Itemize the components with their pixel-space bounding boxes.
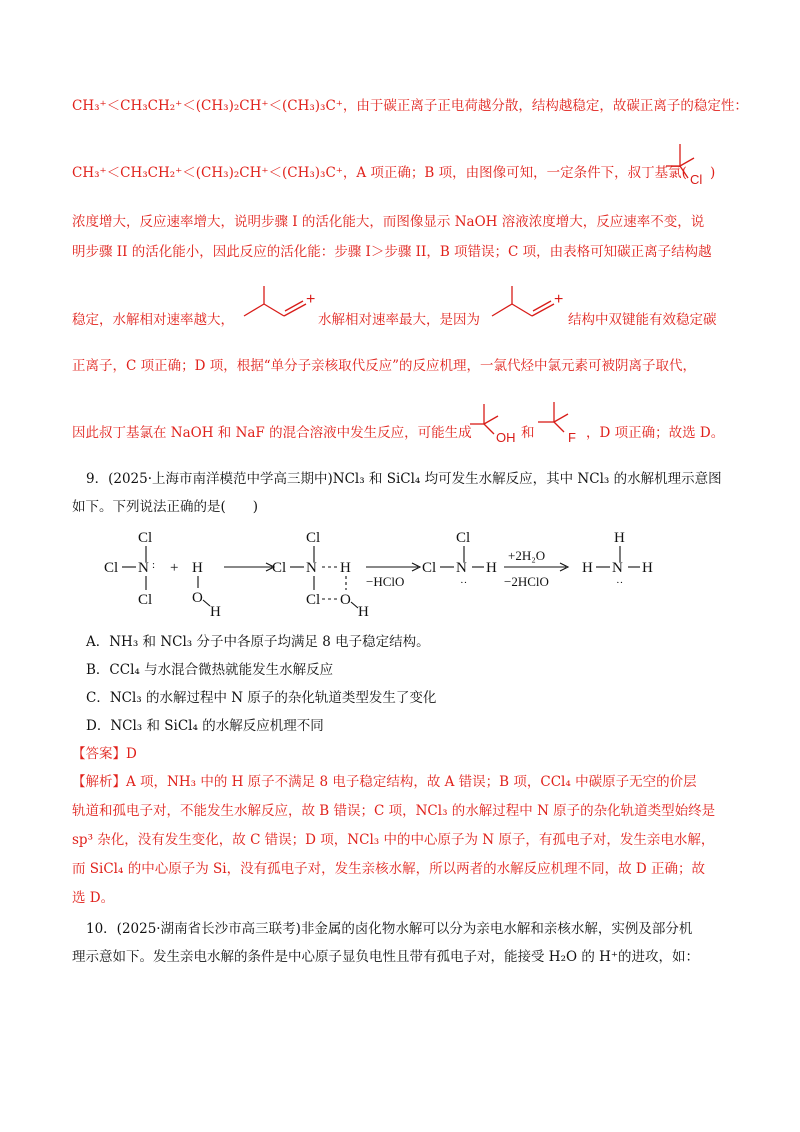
oh-label: OH <box>496 430 516 445</box>
scheme-ts-cl-left: Cl <box>272 560 287 576</box>
analysis-line-2-close: ) <box>710 165 716 181</box>
analysis-line-2-text: CH₃⁺＜CH₃CH₂⁺＜(CH₃)₂CH⁺＜(CH₃)₃C⁺，A 项正确；B 项，由图像可知，一定条件下，叔丁基氯( <box>72 165 687 181</box>
analysis-line-1: CH₃⁺＜CH₃CH₂⁺＜(CH₃)₂CH⁺＜(CH₃)₃C⁺，由于碳正离子正电荷越分散，结构越稳定，故碳正离子的稳定性： <box>72 98 748 114</box>
option-d: D．NCl₃ 和 SiCl₄ 的水解反应机理不同 <box>86 718 324 734</box>
scheme-n: N <box>138 560 149 576</box>
scheme-cl-bottom: Cl <box>138 592 153 608</box>
analysis-line-3: 浓度增大，反应速率增大，说明步骤 I 的活化能大，而图像显示 NaOH 溶液浓度增大，反应速率不变，说 <box>72 214 705 230</box>
tert-butyl-chloride-structure <box>664 142 714 188</box>
arrow-1-condition: −HClO <box>366 574 405 589</box>
option-c: C．NCl₃ 的水解过程中 N 原子的杂化轨道类型发生了变化 <box>86 690 437 706</box>
analysis-line-5b: 水解相对速率最大，是因为 <box>318 312 480 328</box>
scheme-nh3-h-left: H <box>582 560 593 576</box>
scheme-p-n: N <box>456 560 467 576</box>
question-9-stem-2: 如下。下列说法正确的是( ) <box>72 499 259 515</box>
scheme-cl-left: Cl <box>104 560 119 576</box>
analysis-line-5a: 稳定，水解相对速率越大， <box>72 312 234 328</box>
tert-butyl-fluoride-structure <box>536 398 586 446</box>
question-9-stem-1: 9．(2025·上海市南洋模范中学高三期中)NCl₃ 和 SiCl₄ 均可发生水解反应，其中 NCl₃ 的水解机理示意图 <box>86 471 722 487</box>
scheme-p-cl-left: Cl <box>422 560 437 576</box>
analysis-line-7a: 因此叔丁基氯在 NaOH 和 NaF 的混合溶液中发生反应，可能生成 <box>72 425 472 441</box>
analysis-line-7c: ，D 项正确；故选 D。 <box>586 425 725 441</box>
f-label: F <box>568 430 576 445</box>
analysis-text-3: sp³ 杂化，没有发生变化，故 C 错误；D 项，NCl₃ 中的中心原子为 N 原子，有孤电子对，发生亲电水解， <box>72 832 715 848</box>
svg-text::: : <box>152 559 156 571</box>
scheme-ts-cl-top: Cl <box>306 530 321 546</box>
scheme-ts-n: N <box>306 560 317 576</box>
answer-value: D <box>126 746 137 762</box>
allyl-cation-structure-1 <box>240 284 320 332</box>
option-a: A．NH₃ 和 NCl₃ 分子中各原子均满足 8 电子稳定结构。 <box>86 634 430 650</box>
scheme-ts-h2: H <box>358 604 369 620</box>
scheme-p-h: H <box>486 560 497 576</box>
scheme-ts-h: H <box>340 560 351 576</box>
question-10-stem-1: 10．(2025·湖南省长沙市高三联考)非金属的卤化物水解可以分为亲电水解和亲核水解，实例及部分机 <box>86 921 693 937</box>
scheme-nh3-n: N <box>612 560 623 576</box>
plus-label: + <box>306 291 316 308</box>
cl-label: Cl <box>690 172 703 187</box>
scheme-plus: + <box>170 560 179 576</box>
scheme-ts-cl-bottom: Cl <box>306 592 321 608</box>
answer-label: 【答案】 <box>72 746 126 762</box>
analysis-line-2 <box>72 163 687 183</box>
analysis-line-6: 正离子，C 项正确；D 项，根据“单分子亲核取代反应”的反应机理，一氯代烃中氯元素可被阴离子取代， <box>72 358 697 374</box>
scheme-p-cl-top: Cl <box>456 530 471 546</box>
arrow-2-condition-bottom: −2HClO <box>504 574 549 589</box>
scheme-cl-top: Cl <box>138 530 153 546</box>
scheme-ts-o: O <box>340 592 351 608</box>
scheme-nh3-h-right: H <box>642 560 653 576</box>
answer-line <box>72 744 137 764</box>
analysis-text-5: 选 D。 <box>72 890 115 906</box>
analysis-line-5c: 结构中双键能有效稳定碳 <box>568 312 717 328</box>
scheme-nh3-h-top: H <box>614 530 625 546</box>
analysis-label: 【解析】 <box>72 774 126 790</box>
question-10-stem-2: 理示意如下。发生亲电水解的条件是中心原子显负电性且带有孤电子对，能接受 H₂O 的 H⁺的进攻，如： <box>72 949 700 965</box>
option-b: B．CCl₄ 与水混合微热就能发生水解反应 <box>86 662 334 678</box>
scheme-h: H <box>210 604 221 620</box>
analysis-line-4: 明步骤 II 的活化能小，因此反应的活化能：步骤 I＞步骤 II，B 项错误；C 项，由表格可知碳正离子结构越 <box>72 244 712 260</box>
svg-text:··: ·· <box>460 577 468 589</box>
analysis-text-4: 而 SiCl₄ 的中心原子为 Si，没有孤电子对，发生亲核水解，所以两者的水解反应机理不同，故 D 正确；故 <box>72 861 705 877</box>
allyl-cation-structure-2 <box>488 284 568 332</box>
scheme-h: H <box>192 560 203 576</box>
analysis-line <box>72 772 697 792</box>
scheme-o: O <box>192 590 203 606</box>
tert-butanol-structure <box>468 400 524 446</box>
arrow-2-condition-top: +2H₂O <box>508 548 546 563</box>
analysis-text-1: A 项，NH₃ 中的 H 原子不满足 8 电子稳定结构，故 A 错误；B 项，CCl₄ 中碳原子无空的价层 <box>126 774 697 790</box>
analysis-line-7b: 和 <box>521 425 535 441</box>
analysis-text-2: 轨道和孤电子对，不能发生水解反应，故 B 错误；C 项，NCl₃ 的水解过程中 N 原子的杂化轨道类型始终是 <box>72 803 716 819</box>
plus-label: + <box>554 291 564 308</box>
svg-text:··: ·· <box>616 577 624 589</box>
ncl3-hydrolysis-scheme <box>100 528 720 620</box>
